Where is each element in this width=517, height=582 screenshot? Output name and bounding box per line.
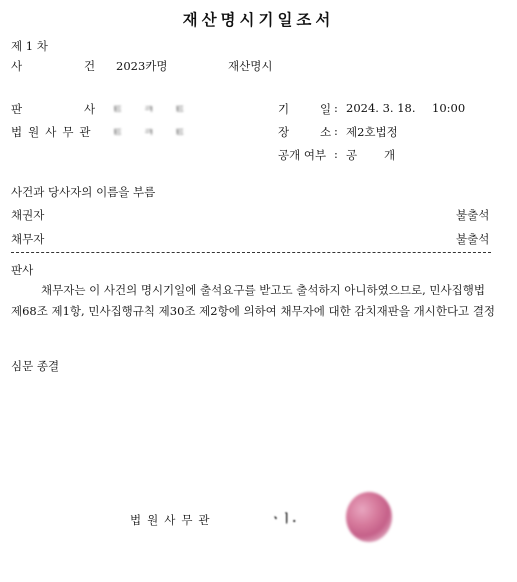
case-number: 2023카명 bbox=[116, 59, 168, 73]
place-value: 제2호법정 bbox=[346, 125, 398, 139]
date-colon: : bbox=[334, 101, 338, 115]
case-name: 재산명시 bbox=[228, 59, 273, 73]
party-role-debtor: 채무자 bbox=[11, 232, 45, 246]
place-label: 장 소 bbox=[278, 125, 332, 139]
party-role-creditor: 채권자 bbox=[11, 208, 45, 222]
ruling-heading: 판사 bbox=[11, 263, 34, 277]
date-label: 기 일 bbox=[278, 102, 332, 116]
party-status-debtor: 불출석 bbox=[456, 232, 490, 246]
signature-name-redacted: ㆍㅣ. bbox=[270, 511, 297, 525]
case-label: 사 건 bbox=[11, 59, 97, 73]
call-heading: 사건과 당사자의 이름을 부름 bbox=[11, 185, 156, 199]
public-value: 공 개 bbox=[346, 148, 396, 162]
official-seal bbox=[346, 492, 392, 542]
clerk-label: 법원사무관 bbox=[11, 125, 97, 139]
signature-label: 법원사무관 bbox=[130, 513, 216, 527]
ruling-text: 채무자는 이 사건의 명시기일에 출석요구를 받고도 출석하지 아니하였으므로, 민사집행법 제68조 제1항, 민사집행규칙 제30조 제2항에 의하여 채무자에 대한 감치재판을 개시한다고 결정 bbox=[11, 283, 496, 318]
dashed-divider bbox=[11, 252, 491, 253]
time-value: 10:00 bbox=[432, 101, 466, 115]
closing-text: 심문 종결 bbox=[11, 359, 60, 373]
judge-label: 판 사 bbox=[11, 102, 96, 116]
judge-name-redacted: ㅌㅋㅌ bbox=[112, 102, 206, 116]
document-title: 재산명시기일조서 bbox=[182, 11, 335, 29]
place-colon: : bbox=[334, 124, 338, 138]
session-number: 제 1 차 bbox=[11, 39, 48, 53]
date-value: 2024. 3. 18. bbox=[346, 101, 416, 115]
clerk-name-redacted: ㅌㅋㅌ bbox=[112, 125, 206, 139]
public-label: 공개 여부 bbox=[278, 148, 327, 162]
party-status-creditor: 불출석 bbox=[456, 208, 490, 222]
public-colon: : bbox=[334, 147, 338, 161]
